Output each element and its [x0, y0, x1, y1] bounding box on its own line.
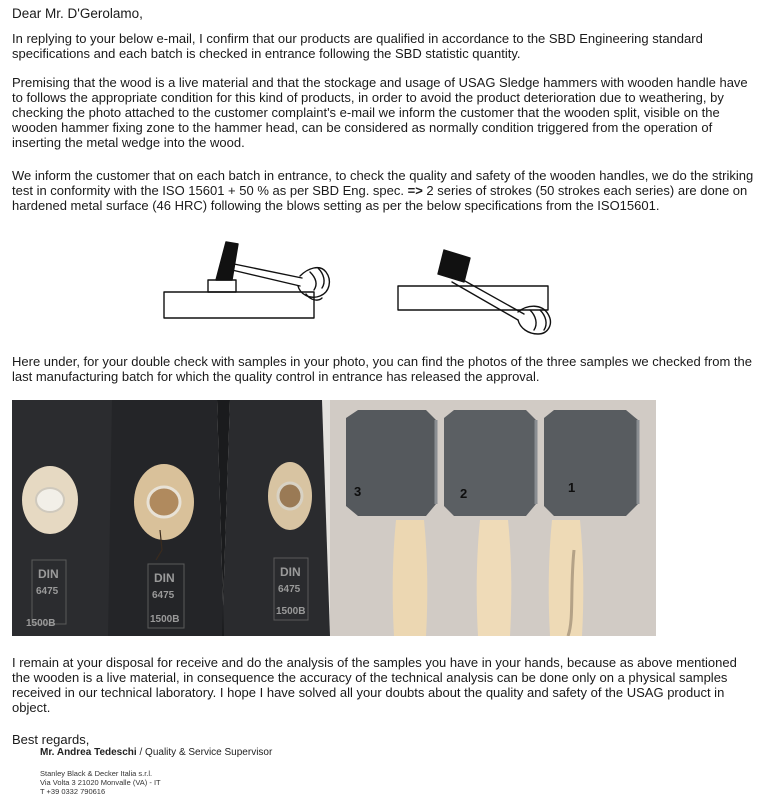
- closing-line: Best regards,: [12, 732, 90, 747]
- left-stamp-weight: 1500B: [26, 618, 56, 629]
- right-stamp-weight: 1500B: [276, 606, 306, 617]
- paragraph-samples-intro: Here under, for your double check with samples in your photo, you can find the photos of the three samples we checked from the last manufacturing batch for which the quality control in entrance has released the approval.: [12, 354, 752, 384]
- hammer-heads-photo: [12, 400, 330, 636]
- greeting: Dear Mr. D'Gerolamo,: [12, 6, 143, 21]
- paragraph-confirmation: In replying to your below e-mail, I confirm that our products are qualified in accordance to the SBD Engineering standard specifications and each batch is checked in entrance following the SBD statistic quantity.: [12, 31, 703, 61]
- paragraph-closing-remarks: I remain at your disposal for receive and do the analysis of the samples you have in your hands, because as above mentioned the wooden is a live material, in consequence the accuracy of the technical analysis can be done only on a physical samples received in our technical laboratory. I hope I have solved all your doubts about the quality and safety of the USAG product in object.: [12, 655, 737, 715]
- striking-test-text-b: 2 series of strokes (50 strokes each series) are done on hardened metal surface (46 HRC) following the blows setting as per the below specifications from the ISO15601.: [12, 183, 748, 213]
- striking-test-sketch-right: [384, 246, 556, 338]
- signature-role: / Quality & Service Supervisor: [136, 747, 273, 758]
- paragraph-striking-test: [12, 168, 757, 213]
- address-phone: T +39 0332 790616: [40, 787, 106, 796]
- right-stamp-din: DIN: [280, 565, 301, 579]
- left-stamp-code: 6475: [36, 586, 59, 597]
- signature-line: [40, 747, 272, 758]
- hammer-number-2: 2: [460, 486, 468, 501]
- hammers-with-handles-photo: [330, 400, 656, 636]
- signature-name: Mr. Andrea Tedeschi: [40, 747, 137, 758]
- striking-test-sketch-left: [160, 234, 342, 324]
- striking-test-text-a: We inform the customer that on each batch in entrance, to check the quality and safety of the wooden handles, we do the striking test in conformity with the ISO 15601 + 50 % as per SBD Eng. spec.: [12, 168, 754, 198]
- middle-stamp-weight: 1500B: [150, 614, 180, 625]
- middle-stamp-code: 6475: [152, 590, 175, 601]
- arrow-symbol: =>: [407, 183, 423, 198]
- paragraph-wood-split: Premising that the wood is a live material and that the stockage and usage of USAG Sledge hammers with wooden handle have to follows the appropriate condition for this kind of products, in order to avoid the product deterioration due to weathering, by checking the photo attached to the customer complaint's e-mail we inform the customer that the wooden split, visible on the wooden hammer fixing zone to the hammer head, can be considered as normally condition triggered from the operation of inserting the metal wedge into the wood.: [12, 75, 748, 150]
- hammer-number-3: 3: [354, 484, 362, 499]
- address-company: Stanley Black & Decker Italia s.r.l.: [40, 769, 153, 778]
- left-stamp-din: DIN: [38, 567, 59, 581]
- address-street: Via Volta 3 21020 Monvalle (VA) - IT: [40, 778, 161, 787]
- right-stamp-code: 6475: [278, 584, 301, 595]
- middle-stamp-din: DIN: [154, 571, 175, 585]
- hammer-number-1: 1: [568, 480, 576, 495]
